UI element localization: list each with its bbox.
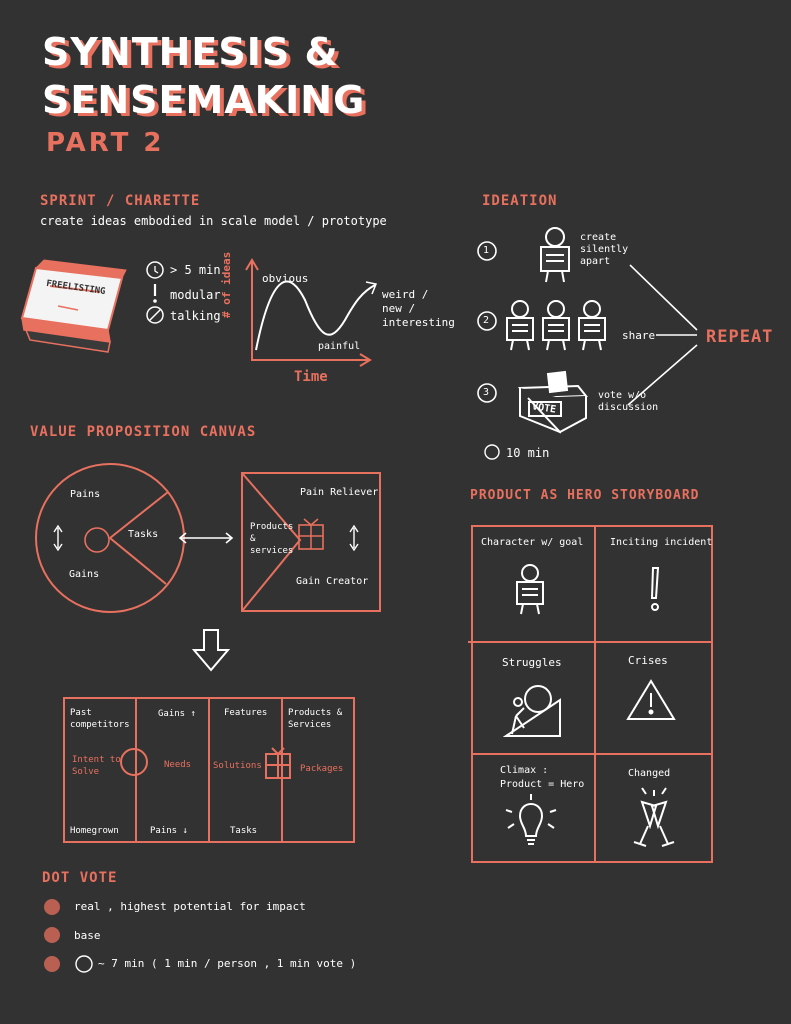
chart-xlabel: Time [294, 369, 328, 385]
notebook-icon [22, 260, 126, 352]
champagne-icon [634, 788, 674, 846]
group-icon [507, 301, 605, 350]
chart-valley-label: painful [318, 341, 361, 352]
sprint-bullet-talking: talking [170, 309, 221, 323]
storyboard-grid [468, 526, 712, 862]
vpc-tasks-label: Tasks [128, 529, 159, 540]
page-title-line2: SENSEMAKING [42, 78, 366, 122]
dotvote-item-2: base [74, 929, 101, 942]
lightbulb-icon [506, 794, 556, 844]
dotvote-item-3: ~ 7 min ( 1 min / person , 1 min vote ) [98, 957, 357, 970]
boulder-push-icon [506, 686, 560, 736]
ideation-time-note: 10 min [506, 446, 550, 460]
sprint-bullet-modular: modular [170, 288, 221, 302]
storyboard-cell-character: Character w/ goal [481, 537, 584, 548]
vpc-table-past-competitors: Past competitors [70, 708, 130, 730]
vpc-table-intent: Intent to Solve [72, 755, 121, 777]
storyboard-heading: PRODUCT AS HERO STORYBOARD [470, 488, 700, 503]
repeat-label: REPEAT [706, 327, 774, 347]
sprint-heading: SPRINT / CHARETTE [40, 193, 201, 209]
page-subtitle: PART 2 [46, 128, 165, 158]
ideation-heading: IDEATION [482, 193, 558, 209]
storyboard-cell-changed: Changed [628, 768, 671, 779]
vpc-table-pains: Pains ↓ [150, 826, 188, 836]
storyboard-cell-climax: Climax : Product = Hero [500, 765, 585, 790]
notebook-label: FREELISTING [45, 278, 107, 298]
down-arrow-icon [194, 630, 228, 670]
step-3-label: vote w/o discussion [598, 390, 659, 413]
vpc-table-solutions: Solutions [213, 761, 262, 771]
chart-peak-label: obvious [262, 272, 309, 285]
customer-profile-circle [36, 464, 184, 612]
step-1-number: 1 [483, 245, 490, 256]
dotvote-heading: DOT VOTE [42, 870, 118, 886]
vpc-heading: VALUE PROPOSITION CANVAS [30, 424, 257, 440]
vpc-table-needs: Needs [164, 760, 192, 770]
vpc-table-tasks: Tasks [230, 826, 258, 836]
step-1-label: create silently apart [580, 232, 629, 267]
person-alone-icon [541, 228, 569, 282]
clock-icon [485, 445, 499, 459]
step-2-label: share [622, 329, 656, 342]
vpc-gain-creator-label: Gain Creator [296, 576, 369, 587]
vpc-products-label: Products & services [250, 522, 294, 556]
vpc-table-homegrown: Homegrown [70, 826, 119, 836]
storyboard-cell-struggles: Struggles [502, 656, 562, 669]
warning-icon [628, 681, 674, 719]
page-title-line1: SYNTHESIS & [42, 30, 339, 74]
chart-ylabel: # of ideas [220, 251, 233, 318]
inciting-exclamation-icon [652, 568, 658, 610]
step-3-number: 3 [483, 387, 490, 398]
vpc-pain-reliever-label: Pain Reliever [300, 487, 379, 498]
chart-end-label: weird / new / interesting [382, 288, 455, 329]
storyboard-cell-crises: Crises [628, 654, 668, 667]
vpc-gains-label: Gains [69, 569, 100, 580]
ballot-label: VOTE [531, 401, 557, 416]
step-2-number: 2 [483, 315, 490, 326]
dotvote-item-1: real , highest potential for impact [74, 900, 306, 913]
sprint-description: create ideas embodied in scale model / prototype [40, 214, 387, 228]
vpc-table-features: Features [224, 708, 268, 718]
vpc-table-products: Products & Services [288, 708, 343, 730]
exclamation-icon [153, 284, 157, 303]
no-sign-icon [147, 307, 163, 323]
character-icon [517, 565, 543, 614]
storyboard-cell-inciting: Inciting incident [610, 537, 713, 548]
vpc-table-packages: Packages [300, 764, 344, 774]
vpc-table-gains: Gains ↑ [158, 709, 196, 719]
sprint-bullet-time: > 5 min [170, 263, 221, 277]
vpc-pains-label: Pains [70, 489, 101, 500]
ballot-box-icon [520, 372, 586, 432]
